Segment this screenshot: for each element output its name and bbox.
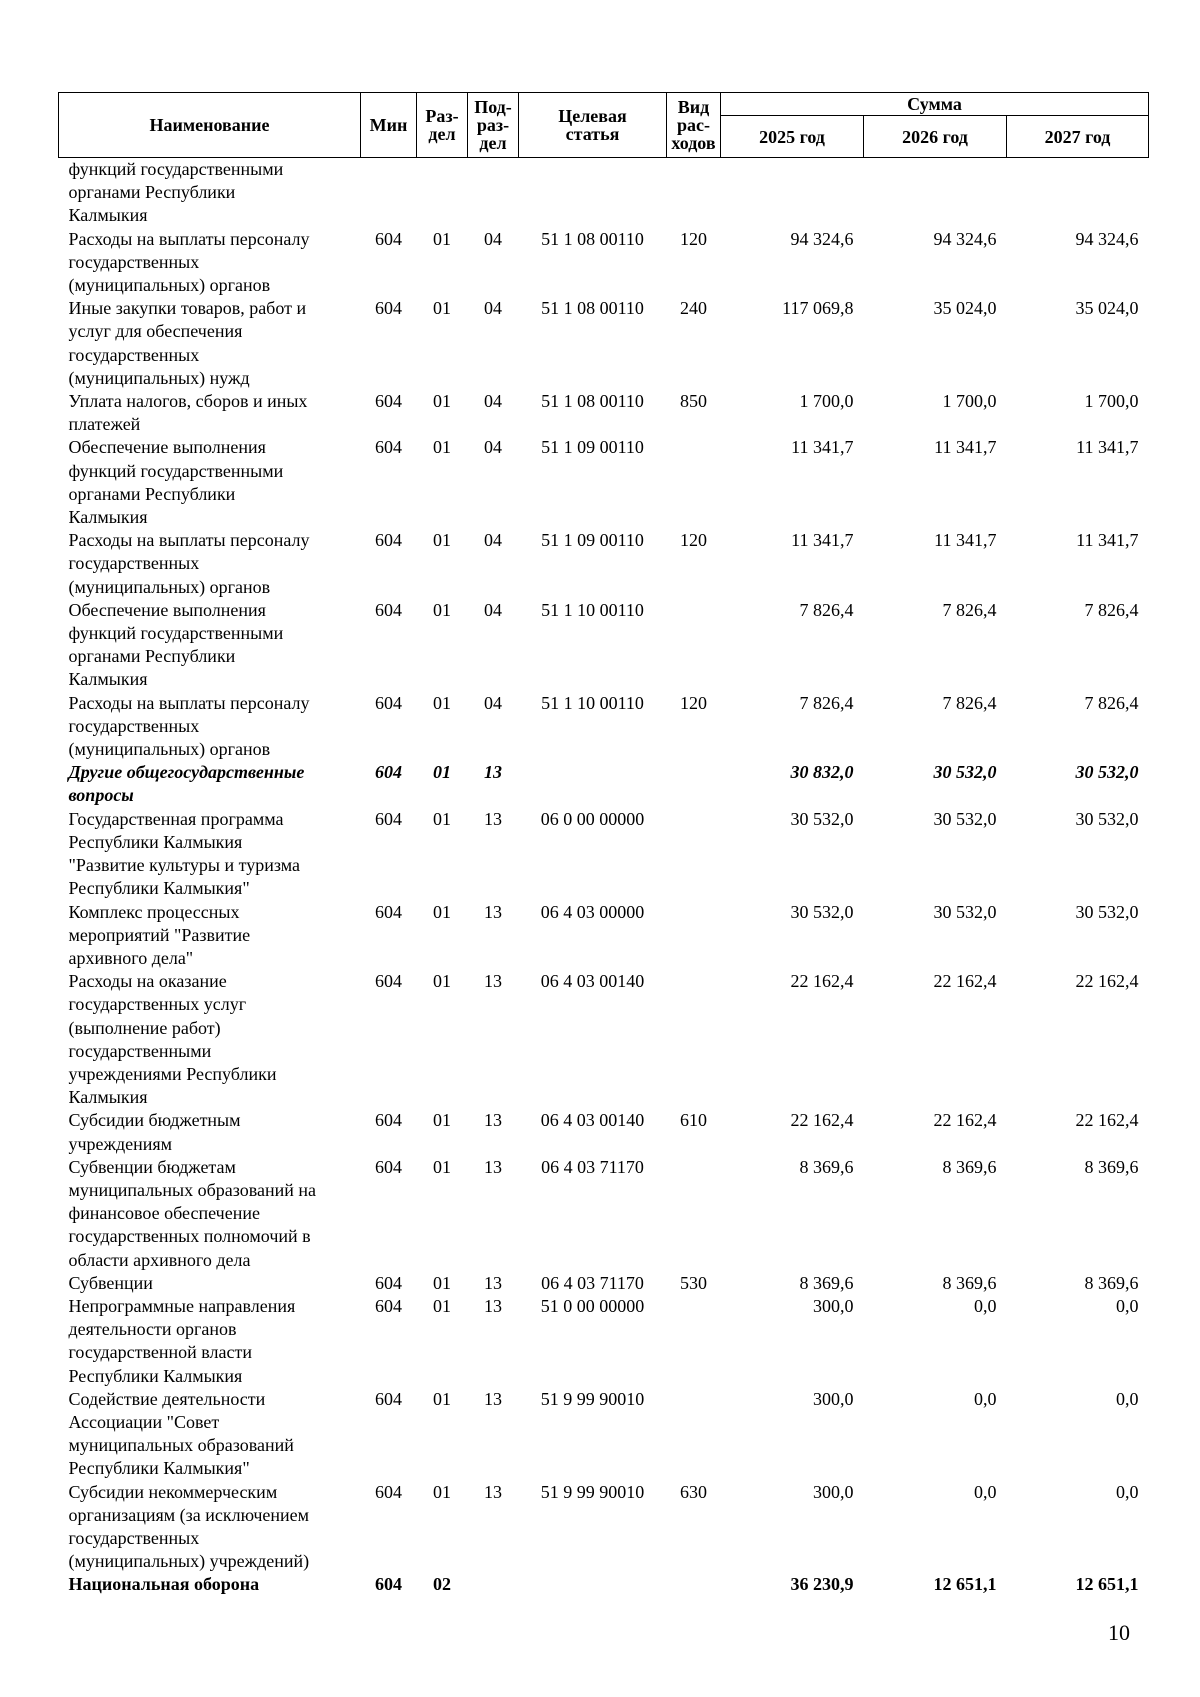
cell-vid: 240 (680, 298, 707, 319)
cell-name (59, 599, 361, 692)
cell-name-line: Расходы на выплаты персоналу (68, 692, 310, 713)
cell-name-line: государственных (68, 715, 200, 736)
cell-name-line: Субсидии некоммерческим (68, 1481, 278, 1502)
header-name: Наименование (59, 93, 361, 158)
cell-celevaya: 06 4 03 00140 (540, 971, 645, 992)
cell-celevaya: 51 1 10 00110 (541, 599, 644, 620)
cell-razdel: 01 (433, 808, 451, 829)
cell-name-line: Республики Калмыкия (68, 831, 243, 852)
cell-2026: 35 024,0 (933, 298, 997, 319)
cell-name-line: Непрограммные направления (68, 1295, 296, 1316)
header-summa: Сумма (721, 93, 1149, 116)
cell-2025: 300,0 (813, 1388, 854, 1409)
cell-podrazdel (468, 1573, 519, 1596)
cell-min: 604 (375, 1110, 402, 1131)
cell-podrazdel: 13 (484, 762, 502, 783)
cell-name-line: государственных услуг (68, 994, 247, 1015)
table-row (59, 599, 1149, 692)
cell-podrazdel: 04 (484, 530, 502, 551)
cell-name-line: услуг для обеспечения (68, 321, 243, 342)
cell-podrazdel: 13 (484, 901, 502, 922)
cell-vid (667, 1295, 721, 1388)
cell-celevaya (519, 1573, 667, 1596)
cell-podrazdel: 04 (484, 437, 502, 458)
cell-name (59, 1295, 361, 1388)
cell-2027: 35 024,0 (1075, 298, 1139, 319)
cell-name-line: Калмыкия (68, 1087, 148, 1108)
cell-name-line: Другие общегосударственные (68, 762, 305, 783)
cell-2027: 30 532,0 (1075, 762, 1139, 783)
cell-min: 604 (375, 228, 402, 249)
cell-min: 604 (375, 599, 402, 620)
cell-min: 604 (375, 1272, 402, 1293)
cell-vid (667, 901, 721, 971)
cell-name-line: Комплекс процессных (68, 901, 240, 922)
cell-name-line: Субвенции (68, 1272, 153, 1293)
cell-razdel: 01 (433, 1388, 451, 1409)
cell-razdel: 01 (433, 599, 451, 620)
cell-min: 604 (375, 971, 402, 992)
cell-min: 604 (375, 1295, 402, 1316)
cell-razdel: 02 (433, 1574, 451, 1595)
cell-2027: 7 826,4 (1084, 692, 1139, 713)
cell-name-line: вопросы (68, 785, 134, 806)
cell-2025: 22 162,4 (790, 971, 854, 992)
cell-podrazdel (468, 158, 519, 228)
cell-2026: 11 341,7 (934, 530, 997, 551)
cell-celevaya: 51 1 08 00110 (541, 391, 644, 412)
cell-name-line: органами Республики (68, 646, 236, 667)
cell-vid (667, 808, 721, 901)
cell-name-line: Республики Калмыкия (68, 1365, 243, 1386)
cell-2025 (721, 158, 864, 228)
cell-name (59, 297, 361, 390)
cell-2026: 12 651,1 (933, 1574, 997, 1595)
cell-2026: 94 324,6 (933, 228, 997, 249)
cell-2026: 22 162,4 (933, 971, 997, 992)
cell-razdel: 01 (433, 1295, 451, 1316)
table-row (59, 761, 1149, 807)
cell-name-line: государственных (68, 1527, 200, 1548)
table-row (59, 1109, 1149, 1155)
cell-razdel: 01 (433, 228, 451, 249)
cell-2027: 0,0 (1116, 1388, 1139, 1409)
cell-name-line: Калмыкия (68, 669, 148, 690)
cell-min: 604 (375, 530, 402, 551)
cell-name-line: государственных (68, 251, 200, 272)
cell-vid: 630 (680, 1481, 707, 1502)
table-header (59, 93, 1149, 158)
cell-2025: 300,0 (813, 1295, 854, 1316)
cell-name-line: (муниципальных) органов (68, 275, 271, 296)
table-row (59, 297, 1149, 390)
cell-2027: 8 369,6 (1084, 1272, 1139, 1293)
cell-name-line: учреждениями Республики (68, 1063, 277, 1084)
table-row (59, 436, 1149, 529)
cell-name-line: платежей (68, 414, 141, 435)
cell-razdel: 01 (433, 1110, 451, 1131)
cell-name (59, 228, 361, 298)
cell-name (59, 529, 361, 599)
cell-podrazdel: 04 (484, 298, 502, 319)
cell-name-line: Калмыкия (68, 507, 148, 528)
budget-page (58, 92, 1148, 1597)
cell-name (59, 1272, 361, 1295)
cell-name-line: государственных (68, 553, 200, 574)
table-row (59, 390, 1149, 436)
cell-2026: 7 826,4 (942, 692, 997, 713)
cell-2026: 1 700,0 (942, 391, 997, 412)
cell-2026: 0,0 (974, 1388, 997, 1409)
cell-name-line: Калмыкия (68, 205, 148, 226)
cell-vid: 120 (680, 228, 707, 249)
cell-razdel: 01 (433, 437, 451, 458)
cell-name (59, 1573, 361, 1596)
cell-vid: 120 (680, 530, 707, 551)
cell-vid: 850 (680, 391, 707, 412)
cell-name-line: государственных полномочий в (68, 1226, 311, 1247)
cell-name-line: Национальная оборона (68, 1574, 260, 1595)
cell-name (59, 1481, 361, 1574)
cell-podrazdel: 04 (484, 692, 502, 713)
cell-name-line: Содействие деятельности (68, 1388, 266, 1409)
table-row (59, 529, 1149, 599)
cell-podrazdel: 13 (484, 971, 502, 992)
cell-podrazdel: 13 (484, 1110, 502, 1131)
cell-name (59, 970, 361, 1109)
cell-2027: 0,0 (1116, 1481, 1139, 1502)
cell-name-line: финансовое обеспечение (68, 1203, 260, 1224)
cell-min: 604 (375, 437, 402, 458)
cell-name-line: функций государственными (68, 623, 284, 644)
cell-name-line: функций государственными (68, 159, 284, 179)
cell-name-line: области архивного дела (68, 1249, 251, 1270)
cell-name-line: Обеспечение выполнения (68, 599, 266, 620)
cell-2026 (864, 158, 1007, 228)
header-year-2027: 2027 год (1007, 116, 1149, 158)
table-row (59, 692, 1149, 762)
cell-celevaya: 06 4 03 00140 (540, 1110, 645, 1131)
cell-2025: 94 324,6 (790, 228, 854, 249)
header-vid-line: ходов (671, 133, 716, 153)
cell-2025: 117 069,8 (782, 298, 854, 319)
cell-2025: 36 230,9 (790, 1574, 854, 1595)
cell-name-line: государственных (68, 344, 200, 365)
cell-min: 604 (375, 1156, 402, 1177)
cell-name (59, 1388, 361, 1481)
cell-razdel: 01 (433, 530, 451, 551)
cell-2027: 94 324,6 (1075, 228, 1139, 249)
cell-2026: 0,0 (974, 1481, 997, 1502)
cell-name-line: Республики Калмыкия" (68, 878, 250, 899)
header-celevaya-line: статья (565, 124, 620, 144)
header-min: Мин (361, 93, 417, 158)
cell-2025: 1 700,0 (799, 391, 854, 412)
cell-name (59, 761, 361, 807)
table-row (59, 1481, 1149, 1574)
cell-razdel: 01 (433, 1272, 451, 1293)
cell-name-line: мероприятий "Развитие (68, 924, 251, 945)
cell-razdel: 01 (433, 901, 451, 922)
cell-podrazdel: 13 (484, 1481, 502, 1502)
table-row (59, 158, 1149, 228)
cell-min: 604 (375, 1574, 402, 1595)
cell-2025: 30 832,0 (790, 762, 854, 783)
cell-celevaya: 06 0 00 00000 (540, 808, 645, 829)
cell-name (59, 901, 361, 971)
header-podrazdel-line: Под- (474, 97, 512, 117)
table-row (59, 1272, 1149, 1295)
header-vid-line: рас- (677, 115, 710, 135)
cell-name-line: государственной власти (68, 1342, 253, 1363)
cell-name-line: архивного дела" (68, 947, 194, 968)
cell-name-line: Расходы на оказание (68, 971, 227, 992)
cell-razdel: 01 (433, 762, 451, 783)
cell-celevaya (519, 158, 667, 228)
budget-table (58, 92, 1149, 1597)
cell-vid (667, 1573, 721, 1596)
cell-min: 604 (375, 391, 402, 412)
cell-celevaya: 51 1 08 00110 (541, 298, 644, 319)
table-row (59, 808, 1149, 901)
cell-2027: 30 532,0 (1075, 901, 1139, 922)
cell-2025: 11 341,7 (791, 530, 854, 551)
cell-name-line: Республики Калмыкия" (68, 1458, 250, 1479)
cell-name-line: функций государственными (68, 460, 284, 481)
cell-2025: 8 369,6 (799, 1156, 854, 1177)
header-celevaya-line: Целевая (558, 106, 627, 126)
cell-name-line: Субсидии бюджетным (68, 1110, 241, 1131)
cell-2026: 30 532,0 (933, 901, 997, 922)
cell-name-line: Ассоциации "Совет (68, 1411, 220, 1432)
cell-razdel: 01 (433, 692, 451, 713)
cell-2026: 22 162,4 (933, 1110, 997, 1131)
cell-vid (667, 436, 721, 529)
cell-name-line: государственными (68, 1040, 212, 1061)
cell-razdel: 01 (433, 298, 451, 319)
cell-podrazdel: 04 (484, 228, 502, 249)
table-row (59, 228, 1149, 298)
cell-razdel: 01 (433, 971, 451, 992)
cell-name-line: (муниципальных) органов (68, 739, 271, 760)
cell-vid: 530 (680, 1272, 707, 1293)
cell-2026: 8 369,6 (942, 1156, 997, 1177)
cell-vid (667, 1156, 721, 1272)
cell-vid: 120 (680, 692, 707, 713)
cell-name-line: учреждениям (68, 1133, 173, 1154)
cell-2027: 8 369,6 (1084, 1156, 1139, 1177)
cell-celevaya: 51 1 09 00110 (541, 530, 644, 551)
cell-celevaya: 06 4 03 71170 (541, 1156, 644, 1177)
cell-2026: 7 826,4 (942, 599, 997, 620)
cell-min: 604 (375, 692, 402, 713)
header-year-2026: 2026 год (864, 116, 1007, 158)
cell-podrazdel: 13 (484, 1388, 502, 1409)
cell-celevaya: 51 9 99 90010 (540, 1388, 645, 1409)
header-podrazdel-line: раз- (476, 115, 510, 135)
cell-podrazdel: 13 (484, 1295, 502, 1316)
cell-name-line: Обеспечение выполнения (68, 437, 266, 458)
cell-name-line: (муниципальных) нужд (68, 367, 250, 388)
cell-name-line: организациям (за исключением (68, 1504, 310, 1525)
cell-celevaya: 51 1 10 00110 (541, 692, 644, 713)
cell-name-line: Расходы на выплаты персоналу (68, 530, 310, 551)
cell-name (59, 692, 361, 762)
cell-2027: 7 826,4 (1084, 599, 1139, 620)
cell-vid (667, 970, 721, 1109)
cell-name (59, 808, 361, 901)
cell-2027: 1 700,0 (1084, 391, 1139, 412)
page-number: 10 (1108, 1620, 1130, 1645)
cell-min: 604 (375, 298, 402, 319)
cell-2025: 30 532,0 (790, 901, 854, 922)
cell-name (59, 436, 361, 529)
cell-vid (667, 1388, 721, 1481)
header-razdel-line: Раз- (425, 106, 459, 126)
header-razdel (417, 93, 468, 158)
header-celevaya (519, 93, 667, 158)
header-vid (667, 93, 721, 158)
cell-name-line: Уплата налогов, сборов и иных (68, 391, 308, 412)
table-row (59, 1388, 1149, 1481)
cell-vid (667, 599, 721, 692)
cell-name-line: (выполнение работ) (68, 1017, 221, 1038)
table-row (59, 970, 1149, 1109)
cell-min: 604 (375, 1481, 402, 1502)
cell-name (59, 390, 361, 436)
cell-name-line: Расходы на выплаты персоналу (68, 228, 310, 249)
header-podrazdel-line: дел (479, 133, 507, 153)
cell-2025: 7 826,4 (799, 692, 854, 713)
table-row (59, 901, 1149, 971)
cell-2027 (1007, 158, 1149, 228)
cell-name-line: Субвенции бюджетам (68, 1156, 236, 1177)
cell-name (59, 158, 361, 228)
cell-name-line: деятельности органов (68, 1319, 237, 1340)
cell-celevaya: 06 4 03 71170 (541, 1272, 644, 1293)
cell-celevaya (519, 761, 667, 807)
table-row (59, 1573, 1149, 1596)
cell-2026: 11 341,7 (934, 437, 997, 458)
cell-name-line: органами Республики (68, 483, 236, 504)
cell-2025: 30 532,0 (790, 808, 854, 829)
cell-2026: 30 532,0 (933, 808, 997, 829)
table-body (59, 158, 1149, 1597)
cell-podrazdel: 04 (484, 391, 502, 412)
cell-min: 604 (375, 1388, 402, 1409)
cell-2027: 0,0 (1116, 1295, 1139, 1316)
cell-razdel: 01 (433, 1481, 451, 1502)
cell-2027: 11 341,7 (1076, 437, 1139, 458)
cell-2026: 0,0 (974, 1295, 997, 1316)
cell-2026: 8 369,6 (942, 1272, 997, 1293)
cell-2025: 22 162,4 (790, 1110, 854, 1131)
cell-name-line: "Развитие культуры и туризма (68, 855, 301, 876)
cell-name-line: муниципальных образований (68, 1435, 294, 1456)
cell-2025: 11 341,7 (791, 437, 854, 458)
table-row (59, 1295, 1149, 1388)
cell-2027: 30 532,0 (1075, 808, 1139, 829)
cell-2027: 12 651,1 (1075, 1574, 1139, 1595)
cell-celevaya: 51 9 99 90010 (540, 1481, 645, 1502)
cell-2025: 300,0 (813, 1481, 854, 1502)
cell-podrazdel: 13 (484, 1156, 502, 1177)
cell-vid: 610 (680, 1110, 707, 1131)
header-vid-line: Вид (677, 97, 710, 117)
cell-podrazdel: 13 (484, 808, 502, 829)
cell-razdel (417, 158, 468, 228)
cell-podrazdel: 04 (484, 599, 502, 620)
cell-2026: 30 532,0 (933, 762, 997, 783)
cell-podrazdel: 13 (484, 1272, 502, 1293)
cell-min: 604 (375, 901, 402, 922)
cell-razdel: 01 (433, 1156, 451, 1177)
cell-min: 604 (375, 808, 402, 829)
cell-vid (667, 761, 721, 807)
table-row (59, 1156, 1149, 1272)
cell-name-line: Иные закупки товаров, работ и (68, 298, 307, 319)
header-podrazdel (468, 93, 519, 158)
cell-name-line: Государственная программа (68, 808, 284, 829)
header-razdel-line: дел (428, 124, 456, 144)
cell-razdel: 01 (433, 391, 451, 412)
cell-celevaya: 51 1 09 00110 (541, 437, 644, 458)
cell-2027: 11 341,7 (1076, 530, 1139, 551)
cell-name-line: органами Республики (68, 182, 236, 203)
cell-2027: 22 162,4 (1075, 971, 1139, 992)
cell-celevaya: 51 1 08 00110 (541, 228, 644, 249)
cell-2025: 7 826,4 (799, 599, 854, 620)
cell-min: 604 (375, 762, 402, 783)
cell-2025: 8 369,6 (799, 1272, 854, 1293)
cell-name-line: муниципальных образований на (68, 1179, 317, 1200)
cell-name (59, 1156, 361, 1272)
cell-name (59, 1109, 361, 1155)
cell-vid (667, 158, 721, 228)
cell-celevaya: 51 0 00 00000 (540, 1295, 645, 1316)
cell-min (361, 158, 417, 228)
cell-name-line: (муниципальных) органов (68, 576, 271, 597)
header-year-2025: 2025 год (721, 116, 864, 158)
cell-name-line: (муниципальных) учреждений) (68, 1551, 310, 1572)
cell-2027: 22 162,4 (1075, 1110, 1139, 1131)
cell-celevaya: 06 4 03 00000 (540, 901, 645, 922)
